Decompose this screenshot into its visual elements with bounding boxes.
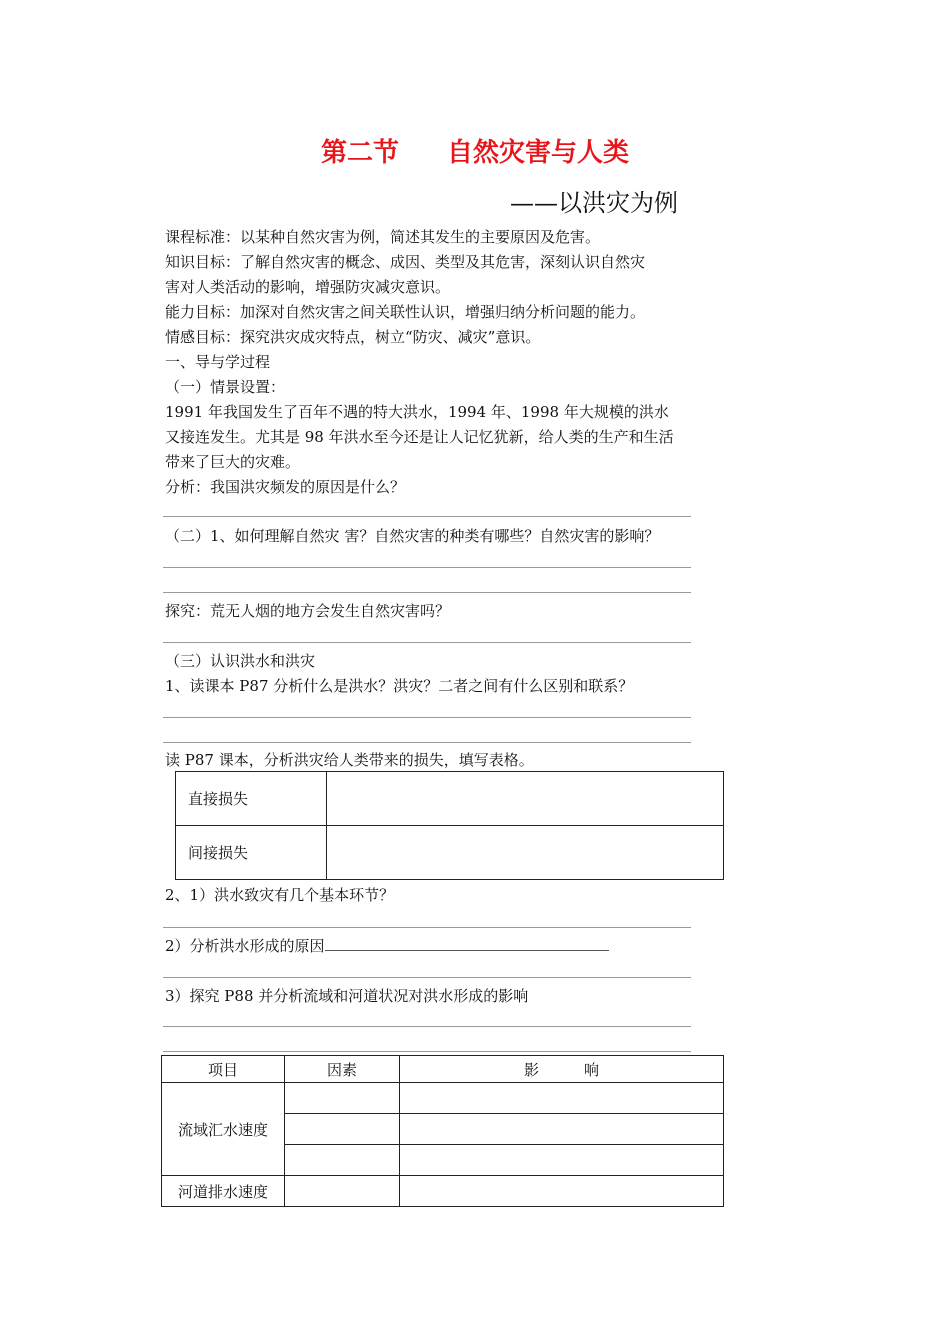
section-name: 自然灾害与人类 [447,138,630,168]
answer-line[interactable] [163,567,691,568]
table-instruction: 读 P87 课本，分析洪灾给人类带来的损失，填写表格。 [165,751,534,769]
answer-line[interactable] [163,1026,691,1027]
knowledge-goal: 知识目标：了解自然灾害的概念、成因、类型及其危害，深刻认识自然灾 [165,253,646,271]
section-number: 第二节 [320,138,399,168]
factor-cell[interactable] [285,1114,400,1145]
direct-loss-label: 直接损失 [176,772,327,826]
scenario-heading: （一）情景设置： [165,378,286,396]
question-3-2: 2、1）洪水致灾有几个基本环节？ [165,886,395,904]
header-factor: 因素 [285,1056,400,1083]
answer-line[interactable] [163,742,691,743]
scenario-text-2: 又接连发生。尤其是 98 年洪水至今还是让人记忆犹新，给人类的生产和生活 [165,428,674,446]
indirect-loss-cell[interactable] [327,826,724,880]
factor-cell[interactable] [285,1176,400,1207]
question-2: （二）1、如何理解自然灾 害？自然灾害的种类有哪些？自然灾害的影响？ [165,527,660,545]
impact-cell[interactable] [400,1145,724,1176]
factor-cell[interactable] [285,1145,400,1176]
impact-cell[interactable] [400,1176,724,1207]
ability-goal: 能力目标：加深对自然灾害之间关联性认识，增强归纳分析问题的能力。 [165,303,646,321]
row-drainage-speed: 河道排水速度 [162,1176,285,1207]
question-3-2-2: 2）分析洪水形成的原因 [165,934,609,958]
loss-table [175,771,724,880]
answer-line[interactable] [163,717,691,718]
header-impact: 影 响 [400,1056,724,1083]
answer-line[interactable] [163,977,691,978]
question-3-2-3: 3）探究 P88 并分析流域和河道状况对洪水形成的影响 [165,987,529,1005]
row-catchment-speed: 流域汇水速度 [162,1083,285,1176]
answer-line[interactable] [163,642,691,643]
question-3-1: 1、读课本 P87 分析什么是洪水？洪灾？二者之间有什么区别和联系？ [165,677,634,695]
indirect-loss-label: 间接损失 [176,826,327,880]
answer-line[interactable] [163,592,691,593]
answer-line[interactable] [163,516,691,517]
answer-line[interactable] [325,934,609,951]
answer-line[interactable] [163,927,691,928]
impact-cell[interactable] [400,1083,724,1114]
section-heading-1: 一、导与学过程 [165,353,271,371]
direct-loss-cell[interactable] [327,772,724,826]
section-3-heading: （三）认识洪水和洪灾 [165,652,316,670]
page-subtitle: ——以洪灾为例 [510,189,678,217]
factor-table [161,1055,724,1207]
explore-question: 探究：荒无人烟的地方会发生自然灾害吗？ [165,602,451,620]
impact-cell[interactable] [400,1114,724,1145]
knowledge-goal-cont: 害对人类活动的影响，增强防灾减灾意识。 [165,278,451,296]
page-title [0,132,950,169]
scenario-text-1: 1991 年我国发生了百年不遇的特大洪水，1994 年、1998 年大规模的洪水 [165,403,669,421]
factor-cell[interactable] [285,1083,400,1114]
curriculum-standard: 课程标准：以某种自然灾害为例，简述其发生的主要原因及危害。 [165,228,601,246]
analysis-question: 分析：我国洪灾频发的原因是什么？ [165,478,406,496]
emotion-goal: 情感目标：探究洪灾成灾特点，树立“防灾、减灾”意识。 [165,328,541,346]
scenario-text-3: 带来了巨大的灾难。 [165,453,301,471]
header-item: 项目 [162,1056,285,1083]
answer-line[interactable] [163,1051,691,1052]
